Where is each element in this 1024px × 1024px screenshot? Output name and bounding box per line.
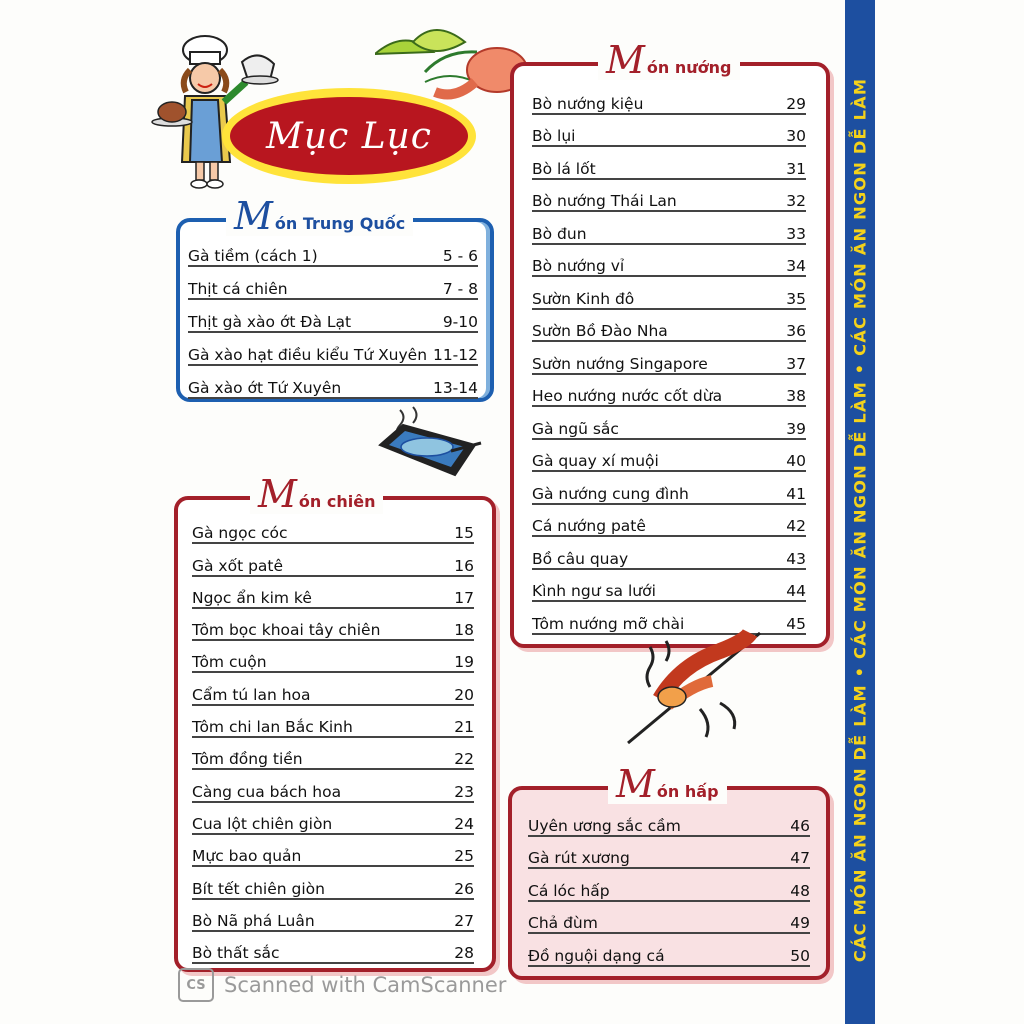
toc-item-name: Gà rút xương <box>528 849 630 867</box>
toc-item-name: Kình ngư sa lưới <box>532 582 656 600</box>
toc-item-name: Tôm đồng tiền <box>192 750 303 769</box>
toc-row <box>188 302 478 333</box>
toc-row <box>192 869 474 899</box>
toc-item-name: Cua lột chiên giòn <box>192 814 333 833</box>
toc-item-page: 33 <box>786 224 806 243</box>
toc-item-name: Bò đun <box>532 224 587 243</box>
toc-item-page: 23 <box>454 782 474 801</box>
toc-item-name: Heo nướng nước cốt dừa <box>532 387 723 405</box>
toc-item-name: Bò nướng Thái Lan <box>532 192 677 210</box>
toc-row <box>192 708 474 738</box>
toc-item-page: 32 <box>786 192 806 210</box>
toc-item-page: 25 <box>454 847 474 866</box>
toc-row <box>528 936 810 967</box>
toc-item-page: 16 <box>454 556 474 575</box>
toc-item-name: Thịt cá chiên <box>188 280 288 298</box>
toc-item-name: Bò nướng vỉ <box>532 257 625 275</box>
toc-item-name: Bò lá lốt <box>532 159 596 178</box>
toc-row <box>192 740 474 770</box>
toc-item-name: Bò lụi <box>532 127 576 145</box>
toc-row <box>532 312 806 343</box>
toc-item-name: Gà nướng cung đình <box>532 484 689 503</box>
toc-item-page: 19 <box>454 653 474 672</box>
toc-row <box>528 806 810 837</box>
toc-item-name: Cá nướng patê <box>532 517 646 535</box>
toc-row <box>532 474 806 505</box>
toc-item-name: Sườn Bồ Đào Nha <box>532 322 668 340</box>
toc-row <box>192 772 474 802</box>
toc-row <box>188 269 478 300</box>
toc-item-page: 45 <box>786 614 806 633</box>
toc-row <box>532 539 806 570</box>
toc-item-name: Gà tiềm (cách 1) <box>188 247 318 265</box>
toc-row <box>532 377 806 408</box>
section-title-chien: M ón chiên <box>250 474 383 514</box>
toc-item-name: Gà quay xí muội <box>532 452 659 470</box>
toc-item-name: Uyên ương sắc cầm <box>528 816 681 835</box>
toc-item-page: 31 <box>786 159 806 178</box>
toc-item-name: Bít tết chiên giòn <box>192 879 325 898</box>
toc-row <box>192 579 474 609</box>
toc-item-page: 43 <box>786 549 806 568</box>
toc-item-name: Cá lóc hấp <box>528 881 610 900</box>
toc-row <box>188 368 478 399</box>
toc-item-page: 47 <box>790 849 810 867</box>
section-title-nuong: M ón nướng <box>598 40 740 80</box>
toc-row <box>532 279 806 310</box>
toc-item-page: 18 <box>454 621 474 640</box>
toc-item-page: 11-12 <box>432 346 478 364</box>
toc-item-page: 21 <box>454 718 474 737</box>
toc-item-page: 41 <box>786 484 806 503</box>
toc-item-page: 48 <box>790 881 810 900</box>
toc-item-name: Gà ngũ sắc <box>532 419 619 438</box>
toc-item-page: 9-10 <box>442 313 478 331</box>
toc-item-page: 40 <box>786 452 806 470</box>
toc-row <box>528 839 810 870</box>
toc-item-page: 35 <box>786 289 806 308</box>
toc-row <box>192 902 474 932</box>
watermark-text: Scanned with CamScanner <box>224 973 507 997</box>
toc-row <box>532 572 806 603</box>
toc-row <box>192 546 474 576</box>
toc-item-page: 13-14 <box>432 379 478 397</box>
side-banner-text: CÁC MÓN ĂN NGON DỄ LÀM • CÁC MÓN ĂN NGON DỄ LÀM • CÁC MÓN ĂN NGON DỄ LÀM <box>850 77 870 963</box>
toc-item-page: 15 <box>454 524 474 543</box>
toc-item-name: Đồ nguội dạng cá <box>528 946 665 965</box>
toc-item-page: 37 <box>786 354 806 373</box>
toc-row <box>532 149 806 180</box>
toc-item-page: 46 <box>790 816 810 835</box>
toc-item-page: 29 <box>786 94 806 113</box>
toc-item-page: 49 <box>790 914 810 932</box>
toc-item-name: Tôm cuộn <box>192 653 267 672</box>
toc-item-page: 7 - 8 <box>442 280 478 298</box>
toc-item-page: 17 <box>454 588 474 607</box>
toc-item-page: 22 <box>454 750 474 769</box>
toc-row <box>532 442 806 473</box>
toc-item-page: 20 <box>454 685 474 704</box>
toc-row <box>528 871 810 902</box>
toc-item-page: 36 <box>786 322 806 340</box>
toc-row <box>532 117 806 148</box>
toc-item-page: 28 <box>454 944 474 963</box>
toc-row <box>532 84 806 115</box>
fish-dish-illustration <box>375 405 485 485</box>
toc-item-name: Tôm chi lan Bắc Kinh <box>192 718 353 737</box>
toc-item-name: Bò nướng kiệu <box>532 94 644 113</box>
toc-row <box>532 247 806 278</box>
toc-row <box>192 514 474 544</box>
toc-row <box>192 643 474 673</box>
toc-item-name: Gà xốt patê <box>192 556 284 575</box>
section-title-hap: M ón hấp <box>608 764 727 804</box>
toc-row <box>192 805 474 835</box>
toc-row <box>532 214 806 245</box>
section-title-trung-quoc: M ón Trung Quốc <box>226 196 413 236</box>
toc-item-page: 5 - 6 <box>442 247 478 265</box>
toc-row <box>192 837 474 867</box>
toc-item-name: Gà xào ớt Tứ Xuyên <box>188 379 342 397</box>
toc-row <box>532 182 806 213</box>
toc-row <box>532 409 806 440</box>
toc-row <box>188 236 478 267</box>
toc-item-page: 24 <box>454 814 474 833</box>
toc-item-page: 27 <box>454 911 474 930</box>
toc-item-name: Cẩm tú lan hoa <box>192 685 311 704</box>
toc-item-name: Bò Nã phá Luân <box>192 911 315 930</box>
toc-item-name: Thịt gà xào ớt Đà Lạt <box>188 313 352 331</box>
toc-row <box>192 934 474 964</box>
toc-item-name: Mực bao quản <box>192 847 302 866</box>
toc-row <box>528 904 810 935</box>
toc-item-name: Ngọc ẩn kim kê <box>192 588 312 607</box>
toc-item-name: Sườn Kinh đô <box>532 289 635 308</box>
toc-item-page: 26 <box>454 879 474 898</box>
toc-row <box>192 676 474 706</box>
camscanner-logo-icon: CS <box>178 968 214 1002</box>
shrimp-skewer-illustration <box>620 625 770 750</box>
toc-item-name: Càng cua bách hoa <box>192 782 342 801</box>
toc-item-page: 39 <box>786 419 806 438</box>
page-title: Mục Lục <box>266 115 432 157</box>
toc-item-name: Tôm nướng mỡ chài <box>532 614 685 633</box>
toc-item-name: Sườn nướng Singapore <box>532 354 708 373</box>
toc-item-page: 42 <box>786 517 806 535</box>
toc-item-name: Bồ câu quay <box>532 549 629 568</box>
toc-item-name: Bò thất sắc <box>192 944 280 963</box>
toc-item-name: Gà ngọc cóc <box>192 524 288 543</box>
toc-item-name: Gà xào hạt điều kiểu Tứ Xuyên <box>188 346 428 364</box>
toc-item-page: 34 <box>786 257 806 275</box>
scanner-watermark <box>178 968 506 1002</box>
toc-item-page: 30 <box>786 127 806 145</box>
toc-item-name: Chả đùm <box>528 914 598 932</box>
toc-row <box>532 344 806 375</box>
toc-row <box>532 507 806 538</box>
toc-item-name: Tôm bọc khoai tây chiên <box>192 621 381 640</box>
toc-row <box>192 611 474 641</box>
toc-item-page: 44 <box>786 582 806 600</box>
toc-row <box>188 335 478 366</box>
toc-item-page: 50 <box>790 946 810 965</box>
toc-item-page: 38 <box>786 387 806 405</box>
